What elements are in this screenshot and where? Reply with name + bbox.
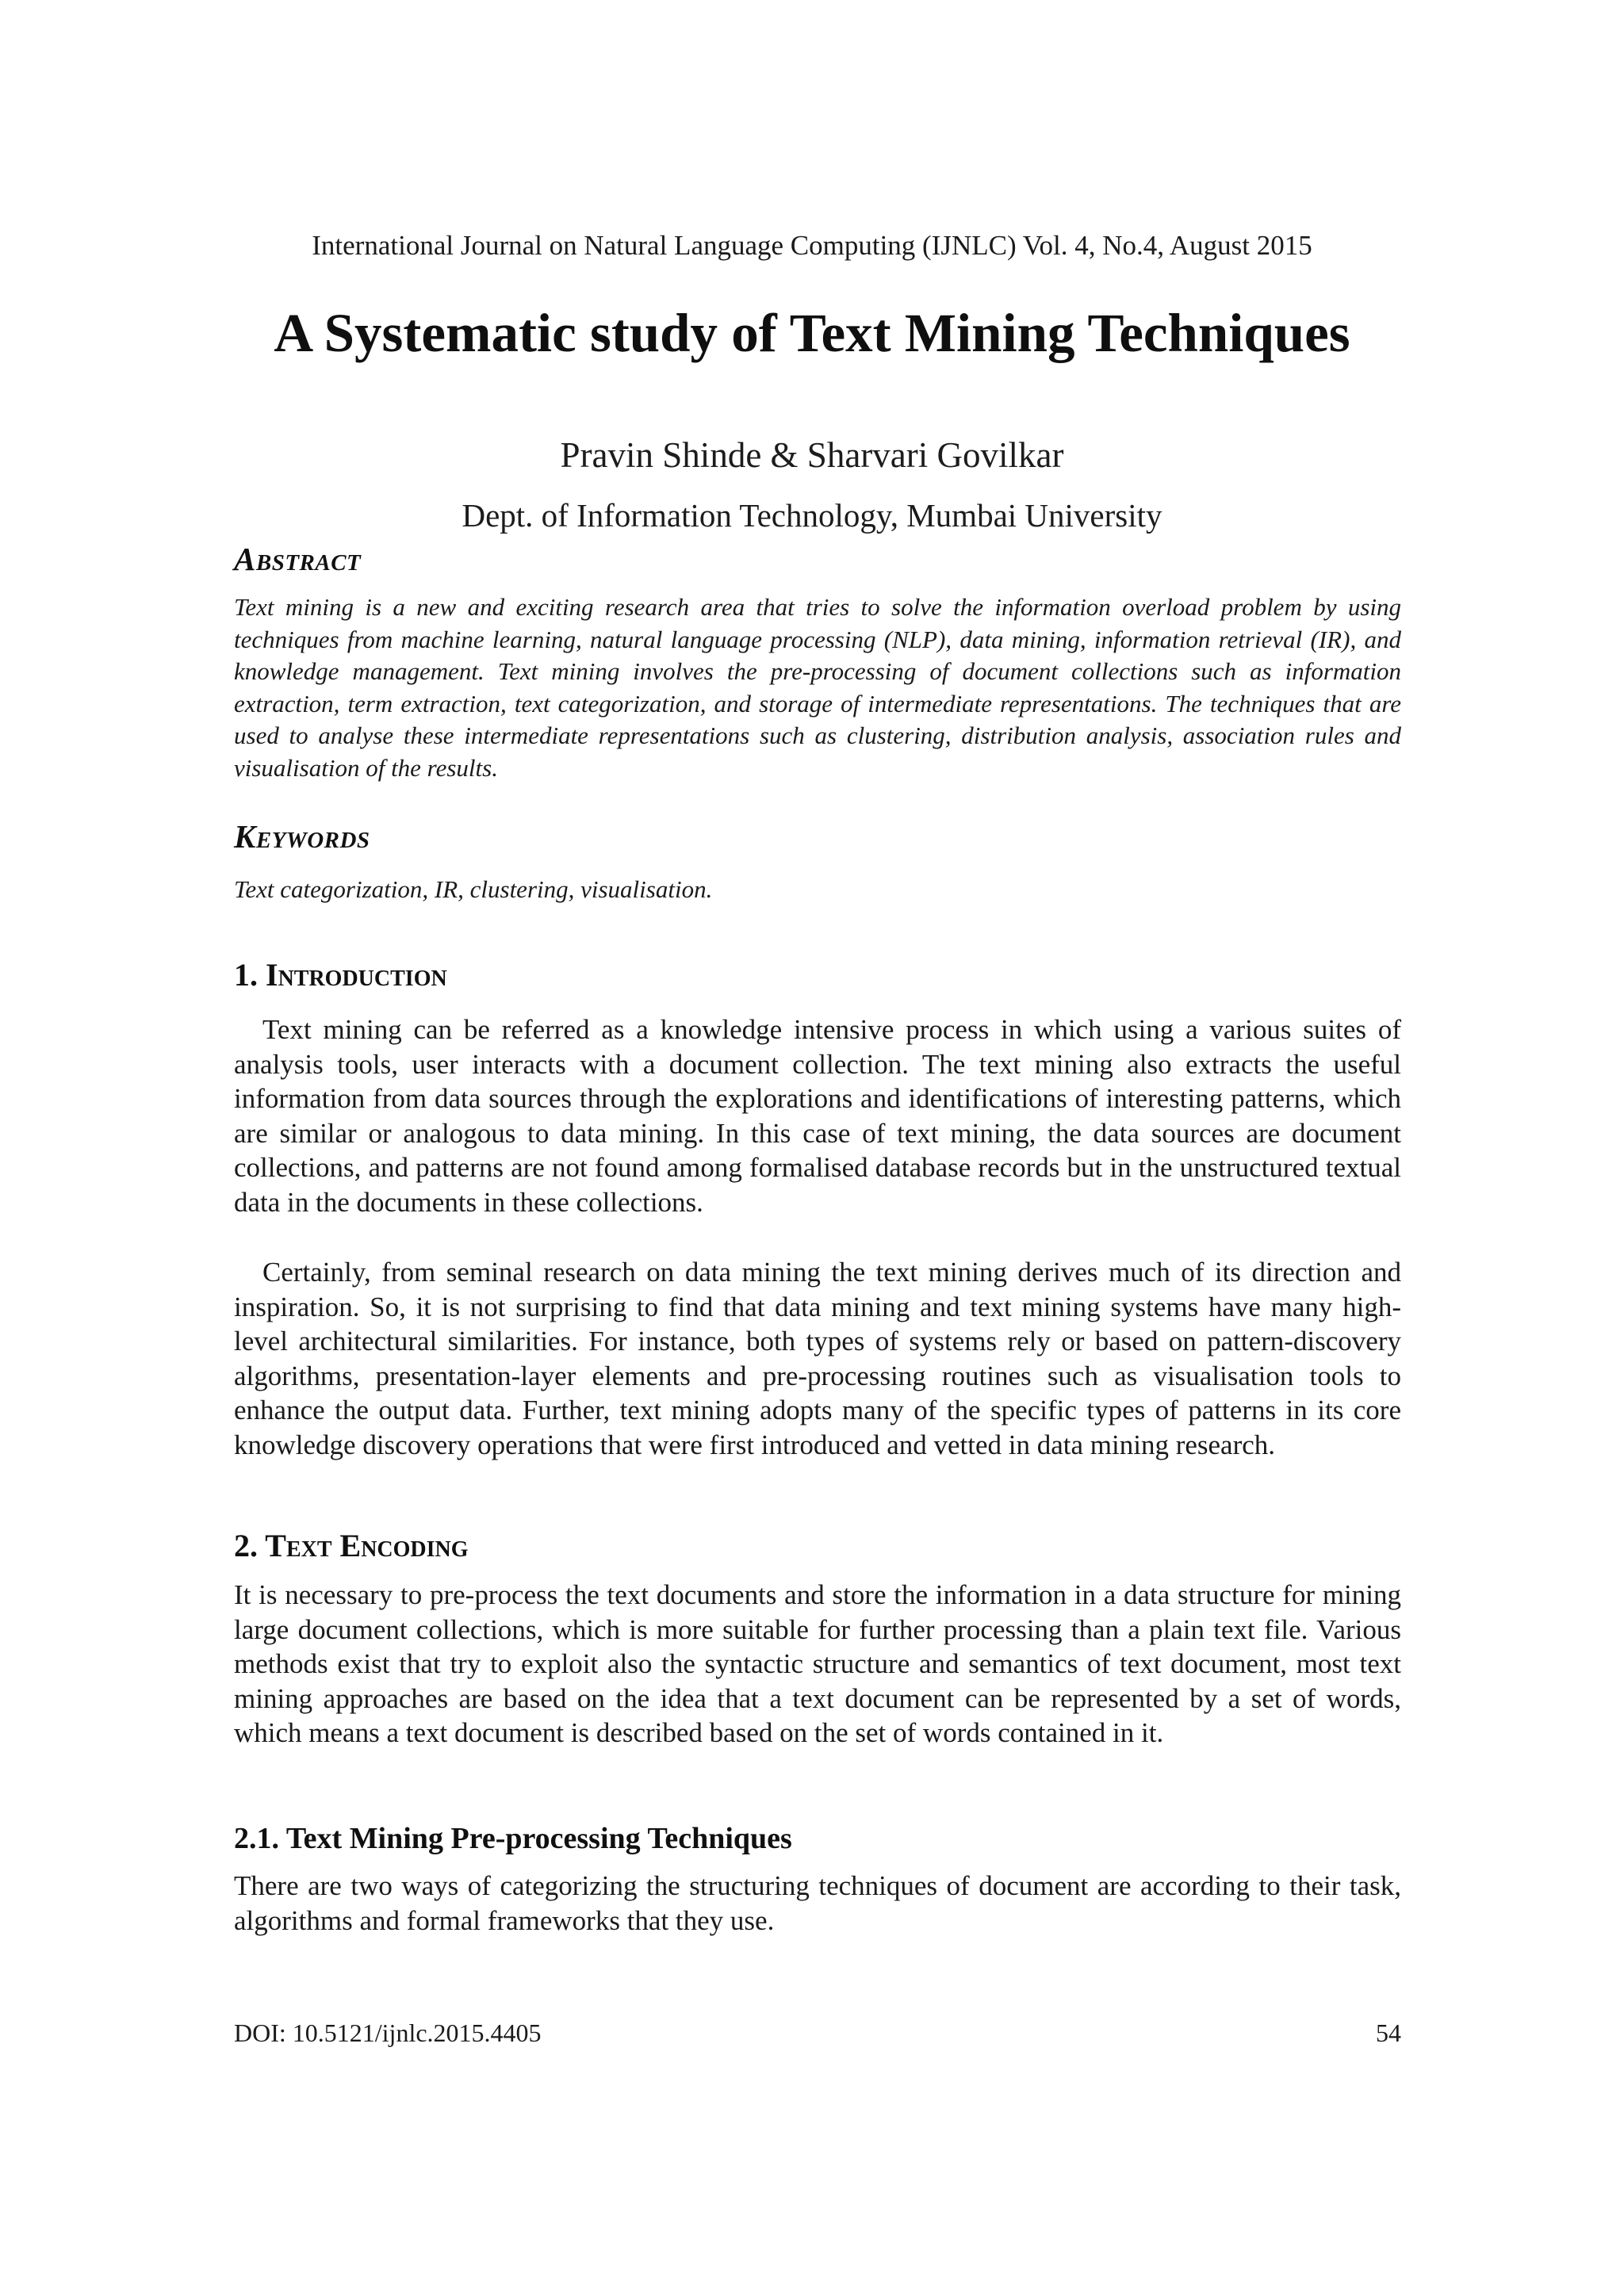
abstract-heading: Abstract: [234, 541, 362, 577]
section-heading-text-encoding: 2. Text Encoding: [234, 1528, 469, 1563]
keywords-text: Text categorization, IR, clustering, visualisation.: [234, 875, 713, 903]
abstract-text: Text mining is a new and exciting research area that tries to solve the information overload problem by using techniques from machine learning, natural language processing (NLP), data mining, information retrieval (IR), and knowledge management. Text mining involves the pre-processing of document collections such as information extraction, term extraction, text categorization, and storage of intermediate representations. The techniques that are used to analyse these intermediate representations such as clustering, distribution analysis, association rules and visualisation of the results.: [234, 593, 1401, 782]
affiliation: Dept. of Information Technology, Mumbai University: [462, 497, 1162, 534]
introduction-paragraph-1: Text mining can be referred as a knowledge intensive process in which using a various suites of analysis tools, user interacts with a document collection. The text mining also extracts the useful information from data sources through the explorations and identifications of interesting patterns, which are similar or analogous to data mining. In this case of text mining, the data sources are document collections, and patterns are not found among formalised database records but in the unstructured textual data in the documents in these collections.: [234, 1014, 1401, 1218]
paper-title: A Systematic study of Text Mining Techniques: [274, 303, 1350, 363]
footer-doi: DOI: 10.5121/ijnlc.2015.4405: [234, 2019, 542, 2047]
footer-page-number: 54: [1376, 2019, 1401, 2047]
keywords-heading: Keywords: [234, 818, 370, 855]
text-encoding-paragraph-1: It is necessary to pre-process the text documents and store the information in a data structure for mining large document collections, which is more suitable for further processing than a plain text file. Various methods exist that try to exploit also the syntactic structure and semantics of text document, most text mining approaches are based on the idea that a text document can be represented by a set of words, which means a text document is described based on the set of words contained in it.: [234, 1579, 1401, 1749]
subsection-heading-preprocessing: 2.1. Text Mining Pre-processing Techniques: [234, 1822, 792, 1855]
journal-header: International Journal on Natural Language Computing (IJNLC) Vol. 4, No.4, August 2015: [312, 230, 1312, 261]
authors: Pravin Shinde & Sharvari Govilkar: [560, 435, 1064, 475]
preprocessing-paragraph-1: There are two ways of categorizing the structuring techniques of document are according to their task, algorithms and formal frameworks that they use.: [234, 1870, 1401, 1936]
introduction-paragraph-2: Certainly, from seminal research on data mining the text mining derives much of its direction and inspiration. So, it is not surprising to find that data mining and text mining systems have many high-level architectural similarities. For instance, both types of systems rely or based on pattern-discovery algorithms, presentation-layer elements and pre-processing routines such as visualisation tools to enhance the output data. Further, text mining adopts many of the specific types of patterns in its core knowledge discovery operations that were first introduced and vetted in data mining research.: [234, 1257, 1401, 1460]
section-heading-introduction: 1. Introduction: [234, 957, 447, 993]
